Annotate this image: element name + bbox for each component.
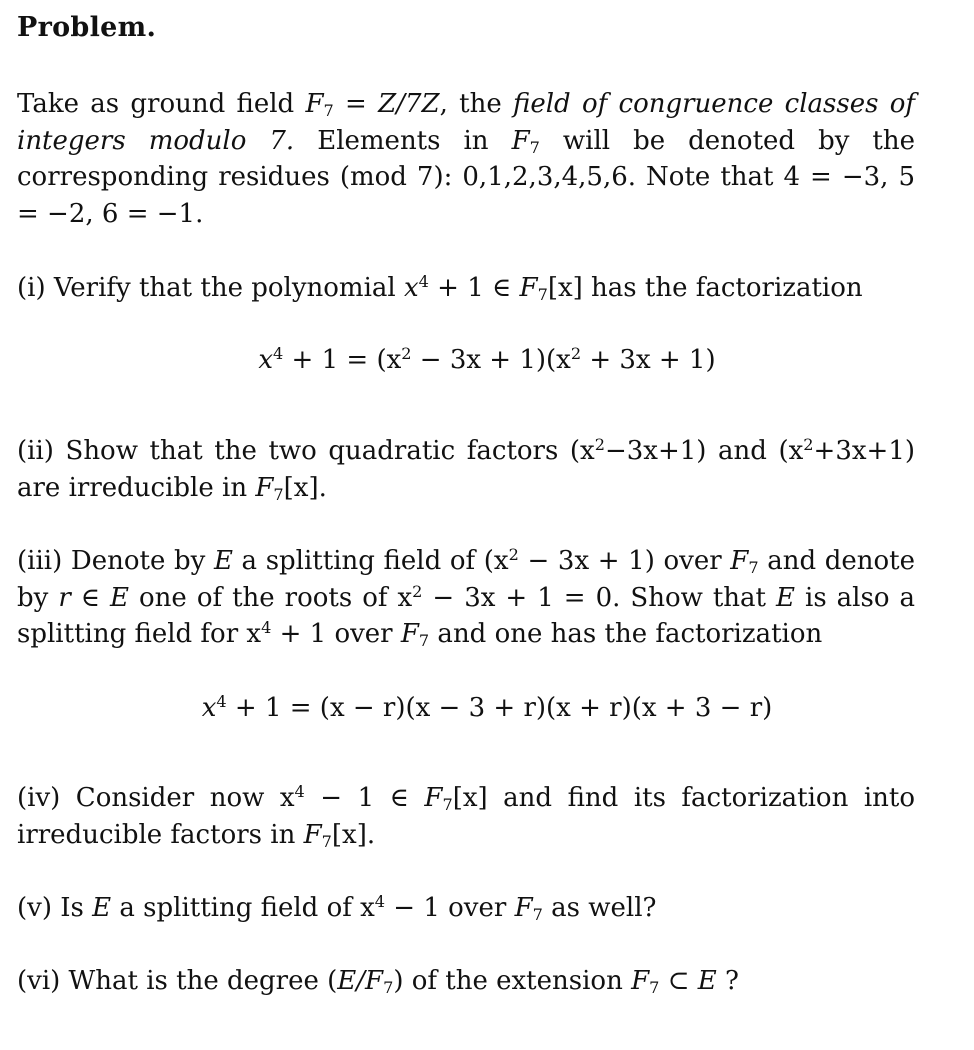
part-v-paragraph: (v) Is E a splitting field of $x^4 - 1$ over $F_7$ as well? [17, 892, 657, 925]
part-vi-paragraph: (vi) What is the degree $(E/F_7)$ of the extension $F_7$ ⊂ E ? [17, 966, 739, 998]
part-i-paragraph: (i) Verify that the polynomial $x^4 + 1$ ∈ $F_7[x]$ has the factorization [17, 272, 863, 305]
part-iii-paragraph: (iii) Denote by E a splitting field of $(x^2 - 3x + 1)$ over $F_7$ and denote by r ∈ E one of the roots of $x^2 - 3x + 1 = 0$. Show that E is also a splitting field for $x^4 + 1$ over $F_7$ and one has the factorization [17, 545, 916, 651]
part-ii-paragraph: (ii) Show that the two quadratic factors $(x^2-3x+1)$ and $(x^2+3x+1)$ are irreducible in $F_7[x]$. [17, 435, 916, 504]
intro-paragraph: Take as ground field $F_7 = Z/7Z$, the field of congruence classes of integers modulo 7. Elements in $F_7$ will be denoted by the corresponding residues (mod 7): 0,1,2,3,4,5,6. Note that 4 = −3, 5 = −2, 6 = −1. [17, 89, 915, 229]
problem-heading: Problem. [17, 12, 157, 43]
intro-italic-definition: field of congruence classes of integers modulo 7. [17, 89, 915, 156]
part-iii-display-equation: $x^4 + 1 = (x - r)(x - 3 + r)(x + r)(x + 3 - r)$ [201, 692, 773, 723]
part-iv-paragraph: (iv) Consider now $x^4 - 1$ ∈ $F_7[x]$ and find its factorization into irreducible factors in $F_7[x]$. [17, 782, 915, 851]
part-i-display-equation: $x^4 + 1 = (x^2 - 3x + 1)(x^2 + 3x + 1)$ [258, 344, 716, 375]
